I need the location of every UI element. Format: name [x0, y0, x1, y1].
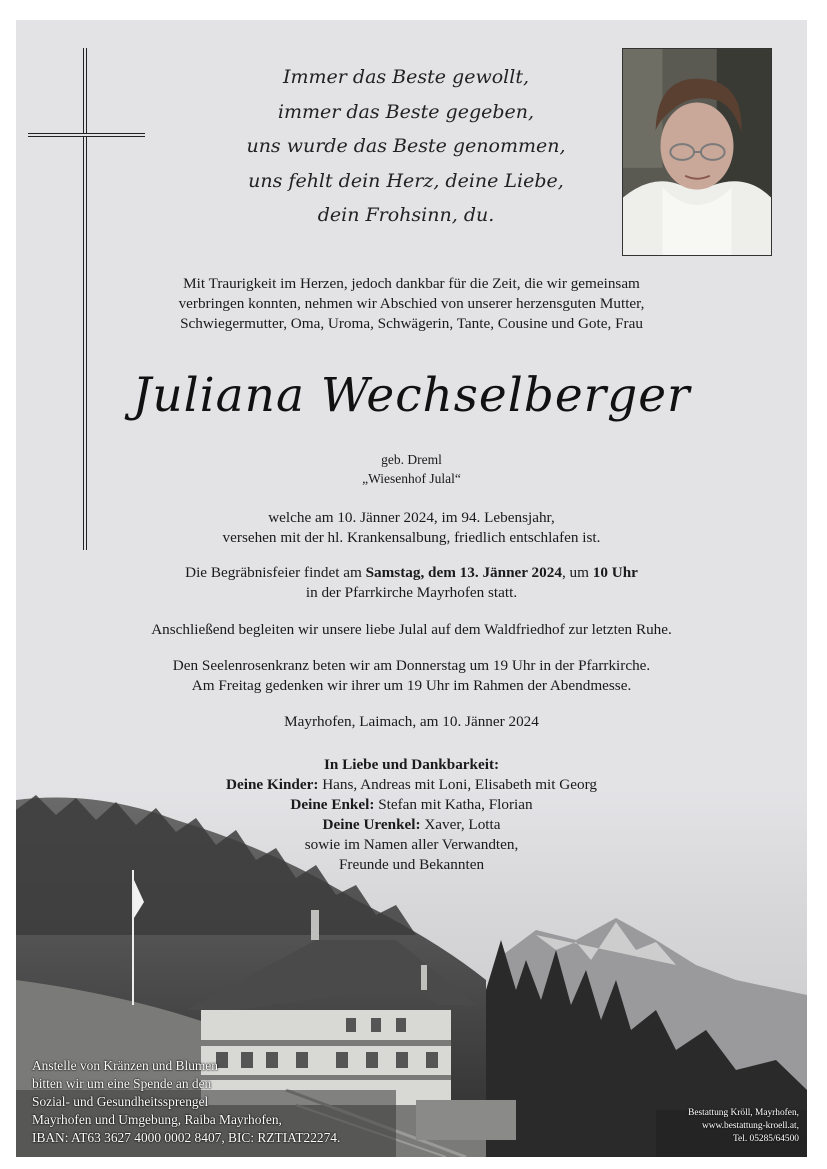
intro-text	[16, 274, 807, 334]
burial-info: Anschließend begleiten wir unsere liebe Julal auf dem Waldfriedhof zur letzten Ruhe.	[151, 621, 672, 638]
donation-line: Mayrhofen und Umgebung, Raiba Mayrhofen,	[32, 1112, 282, 1127]
donation-line: IBAN: AT63 3627 4000 0002 8407, BIC: RZTIAT22274.	[32, 1130, 341, 1145]
poem-line: Immer das Beste gewollt,	[283, 66, 529, 88]
rosary-line: Am Freitag gedenken wir ihrer um 19 Uhr im Rahmen der Abendmesse.	[191, 677, 632, 694]
family-closing: sowie im Namen aller Verwandten,	[304, 836, 519, 853]
intro-line: verbringen konnten, nehmen wir Abschied von unserer herzensguten Mutter,	[178, 295, 645, 312]
company-line: Tel. 05285/64500	[732, 1134, 799, 1144]
death-line: welche am 10. Jänner 2024, im 94. Lebensjahr,	[268, 509, 555, 526]
family-signature	[16, 755, 807, 875]
funeral-location: in der Pfarrkirche Mayrhofen statt.	[305, 584, 518, 601]
funeral-line: Die Begräbnisfeier findet am Samstag, dem 13. Jänner 2024, um 10 Uhr	[185, 564, 638, 581]
birth-info	[16, 450, 807, 488]
poem-line: immer das Beste gegeben,	[277, 100, 535, 123]
intro-line: Mit Traurigkeit im Herzen, jedoch dankbar für die Zeit, die wir gemeinsam	[183, 275, 640, 292]
rosary-info	[16, 656, 807, 696]
family-closing: Freunde und Bekannten	[338, 856, 485, 873]
family-grandchildren: Deine Enkel: Stefan mit Katha, Florian	[290, 796, 533, 813]
donation-line: Anstelle von Kränzen und Blumen	[32, 1058, 218, 1073]
nickname: „Wiesenhof Julal“	[362, 471, 461, 486]
deceased-name: Juliana Wechselberger	[132, 368, 691, 423]
funeral-date: Samstag, dem 13. Jänner 2024	[365, 564, 562, 581]
funeral-time: 10 Uhr	[592, 564, 638, 581]
family-great-grandchildren: Deine Urenkel: Xaver, Lotta	[322, 816, 501, 833]
funeral-info	[16, 563, 807, 603]
death-notice	[16, 508, 807, 548]
birth-name: geb. Dreml	[381, 452, 442, 467]
place-date: Mayrhofen, Laimach, am 10. Jänner 2024	[284, 713, 539, 730]
portrait-image	[623, 49, 771, 255]
poem-line: dein Frohsinn, du.	[317, 204, 495, 226]
donation-request	[32, 1057, 340, 1147]
company-line: www.bestattung-kroell.at,	[701, 1121, 799, 1131]
funeral-home-info	[688, 1107, 799, 1146]
family-children: Deine Kinder: Hans, Andreas mit Loni, Elisabeth mit Georg	[226, 776, 597, 793]
rosary-line: Den Seelenrosenkranz beten wir am Donnerstag um 19 Uhr in der Pfarrkirche.	[172, 657, 651, 674]
donation-line: Sozial- und Gesundheitssprengel	[32, 1094, 209, 1109]
memorial-poem	[236, 60, 576, 233]
family-heading: In Liebe und Dankbarkeit:	[323, 756, 500, 773]
portrait-photo	[622, 48, 772, 256]
intro-line: Schwiegermutter, Oma, Uroma, Schwägerin, Tante, Cousine und Gote, Frau	[180, 315, 643, 332]
death-line: versehen mit der hl. Krankensalbung, friedlich entschlafen ist.	[222, 529, 601, 546]
obituary-card	[16, 20, 807, 1157]
company-line: Bestattung Kröll, Mayrhofen,	[688, 1108, 799, 1118]
donation-line: bitten wir um eine Spende an den	[32, 1076, 212, 1091]
cross-icon-bar	[28, 133, 145, 137]
poem-line: uns wurde das Beste genommen,	[246, 135, 566, 157]
poem-line: uns fehlt dein Herz, deine Liebe,	[248, 169, 564, 192]
